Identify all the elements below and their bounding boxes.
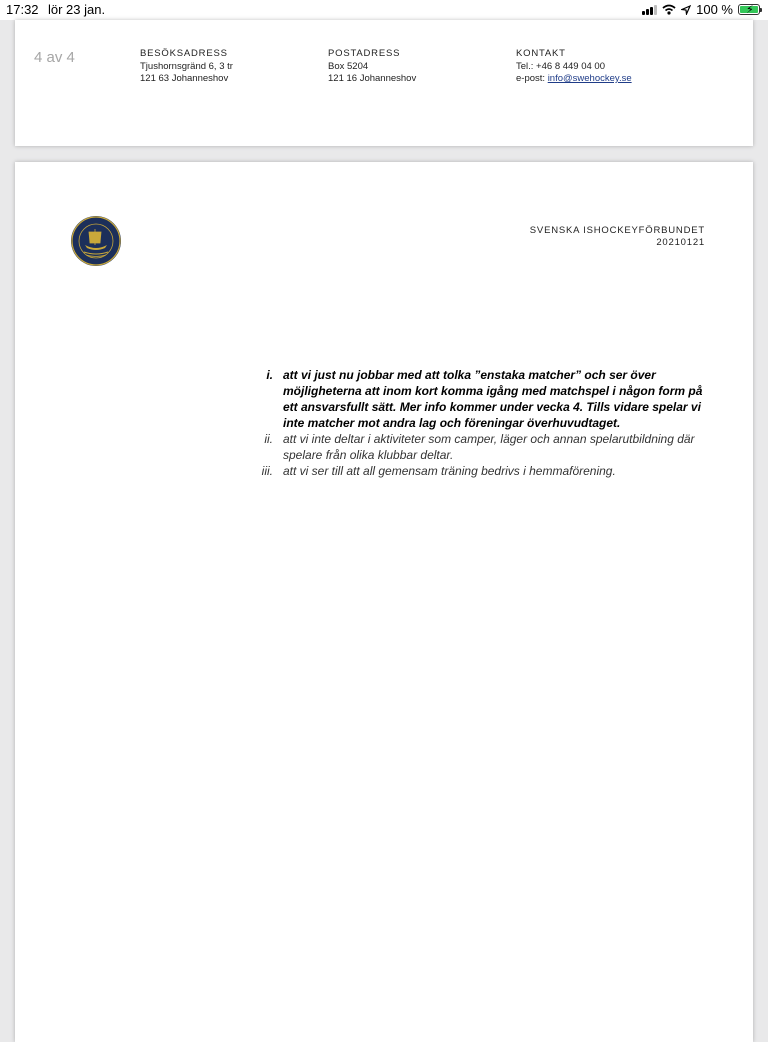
status-date: lör 23 jan. [48, 2, 106, 17]
battery-percent: 100 % [696, 2, 733, 17]
visit-address-line2: 121 63 Johanneshov [140, 73, 229, 84]
page-number: 4 av 4 [34, 49, 75, 66]
status-bar [0, 0, 768, 20]
contact-heading: KONTAKT [516, 48, 566, 59]
status-right [642, 2, 760, 17]
contact-email-link[interactable]: info@swehockey.se [547, 73, 632, 84]
list-item-number: iii. [261, 464, 273, 478]
list-item-text: att vi just nu jobbar med att tolka ”enstaka matcher” och ser över möjligheterna att inom kort komma igång med matchspel i någon form på ett ansvarsfullt sätt. Mer info kommer under vecka 4. Tills vidare spelar vi inte matcher mot andra lag och föreningar överhuvudtaget. [283, 368, 703, 430]
document-date: 20210121 [656, 237, 705, 248]
list-item-number: ii. [264, 432, 273, 446]
contact-email-row [516, 73, 632, 85]
list-item-text: att vi inte deltar i aktiviteter som camper, läger och annan spelarutbildning där spelare från olika klubbar deltar. [283, 432, 695, 462]
visit-address-heading: BESÖKSADRESS [140, 48, 228, 59]
list-item-number: i. [266, 368, 273, 382]
visit-address [140, 48, 233, 85]
list-item [243, 431, 713, 463]
signal-icon [642, 4, 657, 15]
federation-logo-icon [70, 215, 122, 267]
contact-info [516, 48, 632, 85]
numbered-list [243, 367, 713, 479]
contact-phone: Tel.: +46 8 449 04 00 [516, 61, 606, 72]
postal-address-line1: Box 5204 [328, 61, 369, 72]
list-item [243, 463, 713, 479]
postal-address-heading: POSTADRESS [328, 48, 401, 59]
location-icon [681, 5, 691, 15]
wifi-icon [662, 4, 676, 15]
status-time: 17:32 [6, 2, 39, 17]
page-4-footer [15, 20, 753, 146]
postal-address-line2: 121 16 Johanneshov [328, 73, 417, 84]
document-header [530, 225, 705, 249]
list-item-text: att vi ser till att all gemensam träning bedrivs i hemmaförening. [283, 464, 616, 478]
postal-address [328, 48, 416, 85]
contact-email-label: e-post: [516, 73, 548, 84]
document-page [15, 162, 753, 1042]
battery-icon: ⚡ [738, 4, 760, 15]
org-name: SVENSKA ISHOCKEYFÖRBUNDET [529, 225, 705, 236]
visit-address-line1: Tjushornsgränd 6, 3 tr [140, 61, 233, 72]
list-item [243, 367, 713, 431]
